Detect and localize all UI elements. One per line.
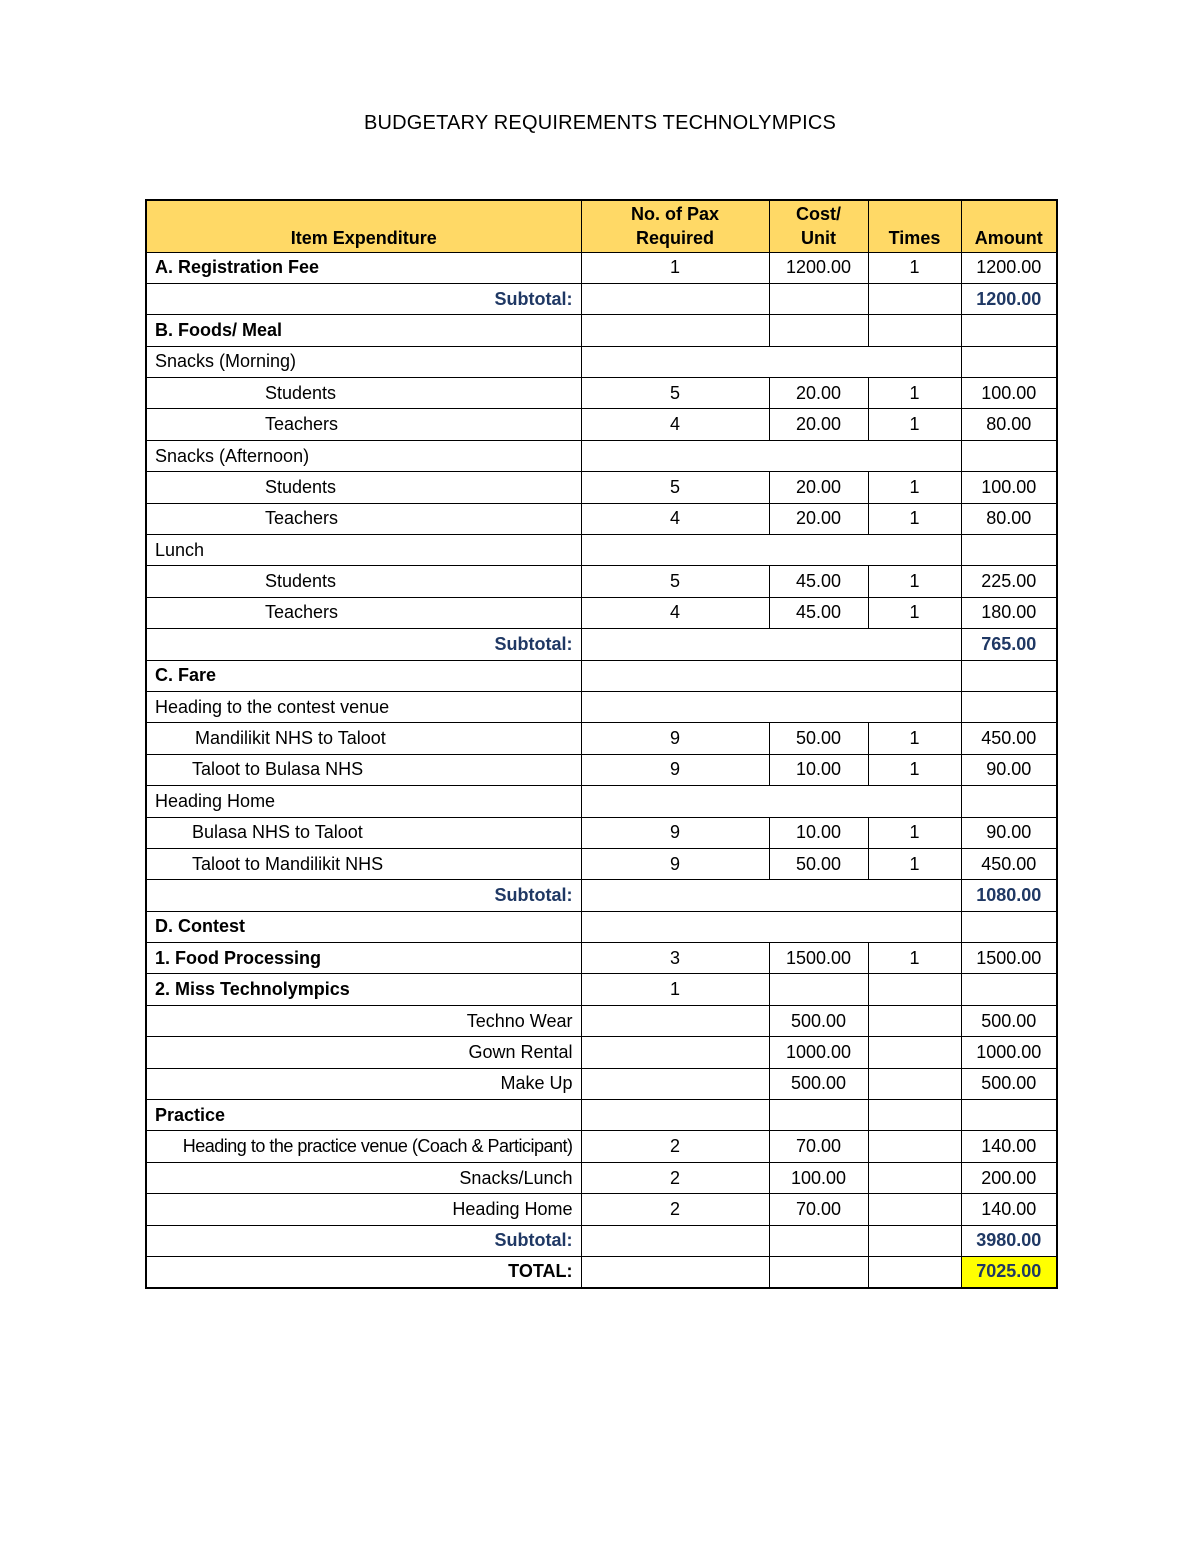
amount-cell: 180.00 — [961, 597, 1057, 628]
cost-cell: 45.00 — [769, 566, 868, 597]
pax-cell: 3 — [581, 943, 769, 974]
pax-cell: 5 — [581, 378, 769, 409]
amount-cell: 140.00 — [961, 1131, 1057, 1162]
cost-cell: 500.00 — [769, 1068, 868, 1099]
pax-cell: 2 — [581, 1194, 769, 1225]
header-cost: Cost/ Unit — [769, 200, 868, 252]
table-row — [146, 817, 1057, 848]
table-row — [146, 1131, 1057, 1162]
times-cell: 1 — [868, 252, 961, 283]
subtotal-amount: 765.00 — [961, 629, 1057, 660]
total-label: TOTAL: — [146, 1257, 581, 1288]
cost-cell: 1000.00 — [769, 1037, 868, 1068]
table-row — [146, 252, 1057, 283]
times-cell: 1 — [868, 378, 961, 409]
table-row — [146, 974, 1057, 1005]
table-row — [146, 566, 1057, 597]
amount-cell: 500.00 — [961, 1005, 1057, 1036]
cost-cell: 20.00 — [769, 472, 868, 503]
document-title: BUDGETARY REQUIREMENTS TECHNOLYMPICS — [363, 112, 837, 134]
table-row — [146, 315, 1057, 346]
pax-cell: 2 — [581, 1162, 769, 1193]
table-row — [146, 660, 1057, 691]
amount-cell: 140.00 — [961, 1194, 1057, 1225]
header-times: Times — [868, 200, 961, 252]
amount-cell: 450.00 — [961, 723, 1057, 754]
group-row — [146, 346, 1057, 377]
group-row — [146, 786, 1057, 817]
row-label: Students — [146, 472, 581, 503]
row-label: 1. Food Processing — [146, 943, 581, 974]
subtotal-row — [146, 629, 1057, 660]
times-cell: 1 — [868, 503, 961, 534]
row-label: Heading Home — [146, 1194, 581, 1225]
pax-cell: 1 — [581, 974, 769, 1005]
subtotal-label: Subtotal: — [146, 880, 581, 911]
subtotal-row — [146, 283, 1057, 314]
amount-cell: 225.00 — [961, 566, 1057, 597]
cost-cell: 10.00 — [769, 817, 868, 848]
table-row — [146, 378, 1057, 409]
subtotal-row — [146, 880, 1057, 911]
cost-cell: 1200.00 — [769, 252, 868, 283]
amount-cell: 1200.00 — [961, 252, 1057, 283]
amount-cell: 1000.00 — [961, 1037, 1057, 1068]
subtotal-label: Subtotal: — [146, 629, 581, 660]
group-label: Lunch — [146, 535, 581, 566]
table-row — [146, 597, 1057, 628]
times-cell: 1 — [868, 723, 961, 754]
table-row — [146, 1037, 1057, 1068]
header-amount: Amount — [961, 200, 1057, 252]
cost-cell: 20.00 — [769, 409, 868, 440]
table-row — [146, 1194, 1057, 1225]
group-label: Heading to the contest venue — [146, 691, 581, 722]
cost-cell: 1500.00 — [769, 943, 868, 974]
table-row — [146, 409, 1057, 440]
cost-cell: 20.00 — [769, 378, 868, 409]
section-label: C. Fare — [146, 660, 581, 691]
times-cell: 1 — [868, 848, 961, 879]
group-label: Heading Home — [146, 786, 581, 817]
pax-cell: 1 — [581, 252, 769, 283]
row-label: 2. Miss Technolympics — [146, 974, 581, 1005]
row-label: Heading to the practice venue (Coach & Participant) — [146, 1131, 581, 1162]
row-label: Gown Rental — [146, 1037, 581, 1068]
subtotal-amount: 3980.00 — [961, 1225, 1057, 1256]
row-label: Make Up — [146, 1068, 581, 1099]
times-cell: 1 — [868, 754, 961, 785]
cost-cell: 70.00 — [769, 1131, 868, 1162]
group-row — [146, 691, 1057, 722]
pax-cell: 4 — [581, 409, 769, 440]
row-label: Techno Wear — [146, 1005, 581, 1036]
table-row — [146, 723, 1057, 754]
cost-cell: 70.00 — [769, 1194, 868, 1225]
times-cell: 1 — [868, 409, 961, 440]
table-row — [146, 848, 1057, 879]
cost-cell: 50.00 — [769, 848, 868, 879]
section-label: D. Contest — [146, 911, 581, 942]
pax-cell: 9 — [581, 723, 769, 754]
section-label: B. Foods/ Meal — [146, 315, 581, 346]
cost-cell: 50.00 — [769, 723, 868, 754]
table-row — [146, 503, 1057, 534]
subtotal-label: Subtotal: — [146, 283, 581, 314]
times-cell: 1 — [868, 943, 961, 974]
table-row — [146, 472, 1057, 503]
group-row — [146, 440, 1057, 471]
cost-cell: 20.00 — [769, 503, 868, 534]
cost-cell: 10.00 — [769, 754, 868, 785]
table-row — [146, 1162, 1057, 1193]
cost-cell: 500.00 — [769, 1005, 868, 1036]
row-label: Teachers — [146, 503, 581, 534]
amount-cell: 80.00 — [961, 503, 1057, 534]
table-row — [146, 911, 1057, 942]
row-label: Snacks/Lunch — [146, 1162, 581, 1193]
amount-cell: 80.00 — [961, 409, 1057, 440]
header-pax: No. of Pax Required — [581, 200, 769, 252]
header-row — [146, 200, 1057, 252]
amount-cell: 100.00 — [961, 472, 1057, 503]
amount-cell: 90.00 — [961, 817, 1057, 848]
subtotal-amount: 1080.00 — [961, 880, 1057, 911]
times-cell: 1 — [868, 472, 961, 503]
amount-cell: 90.00 — [961, 754, 1057, 785]
header-item: Item Expenditure — [146, 200, 581, 252]
subtotal-row — [146, 1225, 1057, 1256]
pax-cell: 9 — [581, 817, 769, 848]
pax-cell: 4 — [581, 503, 769, 534]
row-label: Teachers — [146, 597, 581, 628]
subtotal-amount: 1200.00 — [961, 283, 1057, 314]
row-label: Bulasa NHS to Taloot — [146, 817, 581, 848]
table-row — [146, 1100, 1057, 1131]
pax-cell: 5 — [581, 566, 769, 597]
section-label: A. Registration Fee — [146, 252, 581, 283]
table-row — [146, 943, 1057, 974]
table-row — [146, 1005, 1057, 1036]
row-label: Students — [146, 566, 581, 597]
cost-cell: 45.00 — [769, 597, 868, 628]
amount-cell: 500.00 — [961, 1068, 1057, 1099]
total-amount: 7025.00 — [961, 1257, 1057, 1288]
table-row — [146, 1068, 1057, 1099]
pax-cell: 9 — [581, 754, 769, 785]
group-label: Snacks (Morning) — [146, 346, 581, 377]
pax-cell: 9 — [581, 848, 769, 879]
row-label: Teachers — [146, 409, 581, 440]
amount-cell: 100.00 — [961, 378, 1057, 409]
pax-cell: 4 — [581, 597, 769, 628]
row-label: Practice — [146, 1100, 581, 1131]
total-row — [146, 1257, 1057, 1288]
subtotal-label: Subtotal: — [146, 1225, 581, 1256]
group-label: Snacks (Afternoon) — [146, 440, 581, 471]
amount-cell: 200.00 — [961, 1162, 1057, 1193]
row-label: Taloot to Bulasa NHS — [146, 754, 581, 785]
times-cell: 1 — [868, 597, 961, 628]
cost-cell: 100.00 — [769, 1162, 868, 1193]
row-label: Taloot to Mandilikit NHS — [146, 848, 581, 879]
row-label: Mandilikit NHS to Taloot — [146, 723, 581, 754]
times-cell: 1 — [868, 817, 961, 848]
amount-cell: 450.00 — [961, 848, 1057, 879]
amount-cell: 1500.00 — [961, 943, 1057, 974]
pax-cell: 5 — [581, 472, 769, 503]
pax-cell: 2 — [581, 1131, 769, 1162]
times-cell: 1 — [868, 566, 961, 597]
group-row — [146, 535, 1057, 566]
table-row — [146, 754, 1057, 785]
row-label: Students — [146, 378, 581, 409]
budget-table — [145, 199, 1058, 1289]
